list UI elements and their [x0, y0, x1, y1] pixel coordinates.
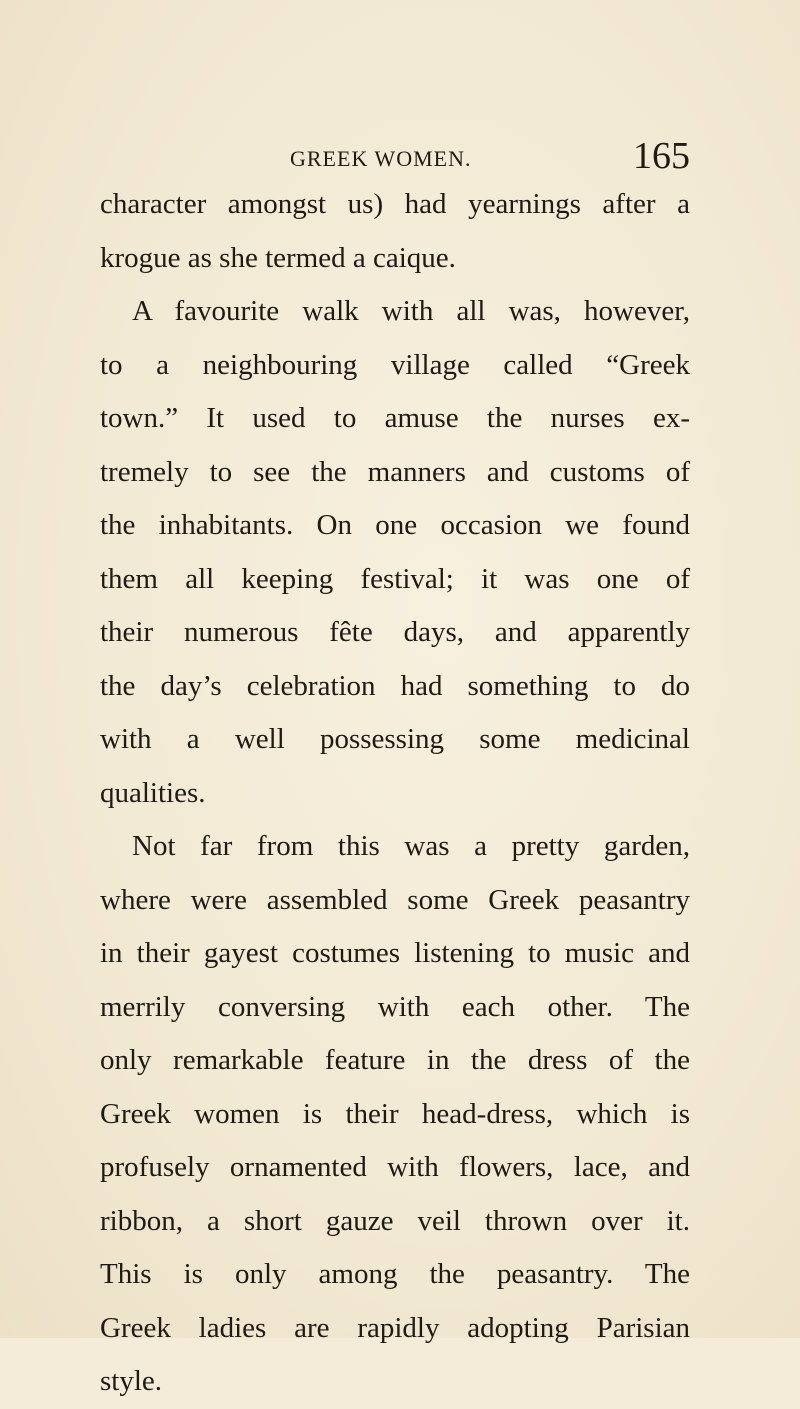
text-line: tremely to see the manners and customs of	[100, 455, 690, 488]
text-line: them all keeping festival; it was one of	[100, 562, 690, 595]
text-line: merrily conversing with each other. The	[100, 990, 690, 1023]
text-line: profusely ornamented with flowers, lace, and	[100, 1151, 690, 1183]
text-line: krogue as she termed a caique.	[100, 241, 456, 274]
body-text	[100, 178, 690, 1409]
running-head: GREEK WOMEN.	[290, 146, 472, 171]
text-line: A favourite walk with all was, however,	[132, 295, 690, 327]
text-line: This is only among the peasantry. The	[100, 1258, 690, 1290]
text-line: where were assembled some Greek peasantry	[100, 883, 690, 916]
page-number: 165	[633, 135, 690, 177]
text-line: their numerous fête days, and apparently	[100, 616, 690, 648]
text-line: style.	[100, 1365, 163, 1397]
text-line: the inhabitants. On one occasion we found	[100, 509, 690, 541]
text-line: only remarkable feature in the dress of the	[100, 1044, 690, 1076]
text-line: in their gayest costumes listening to music and	[100, 937, 690, 969]
text-line: with a well possessing some medicinal	[100, 723, 690, 755]
text-line: to a neighbouring village called “Greek	[100, 348, 690, 381]
text-line: the day’s celebration had something to do	[100, 669, 690, 702]
text-line: ribbon, a short gauze veil thrown over it.	[100, 1204, 690, 1237]
text-line: town.” It used to amuse the nurses ex-	[100, 402, 690, 434]
text-line: character amongst us) had yearnings after a	[100, 188, 690, 220]
text-line: Greek ladies are rapidly adopting Parisian	[100, 1311, 690, 1344]
text-line: Greek women is their head-dress, which is	[100, 1097, 690, 1130]
text-line: qualities.	[100, 776, 206, 809]
text-line: Not far from this was a pretty garden,	[132, 830, 690, 862]
